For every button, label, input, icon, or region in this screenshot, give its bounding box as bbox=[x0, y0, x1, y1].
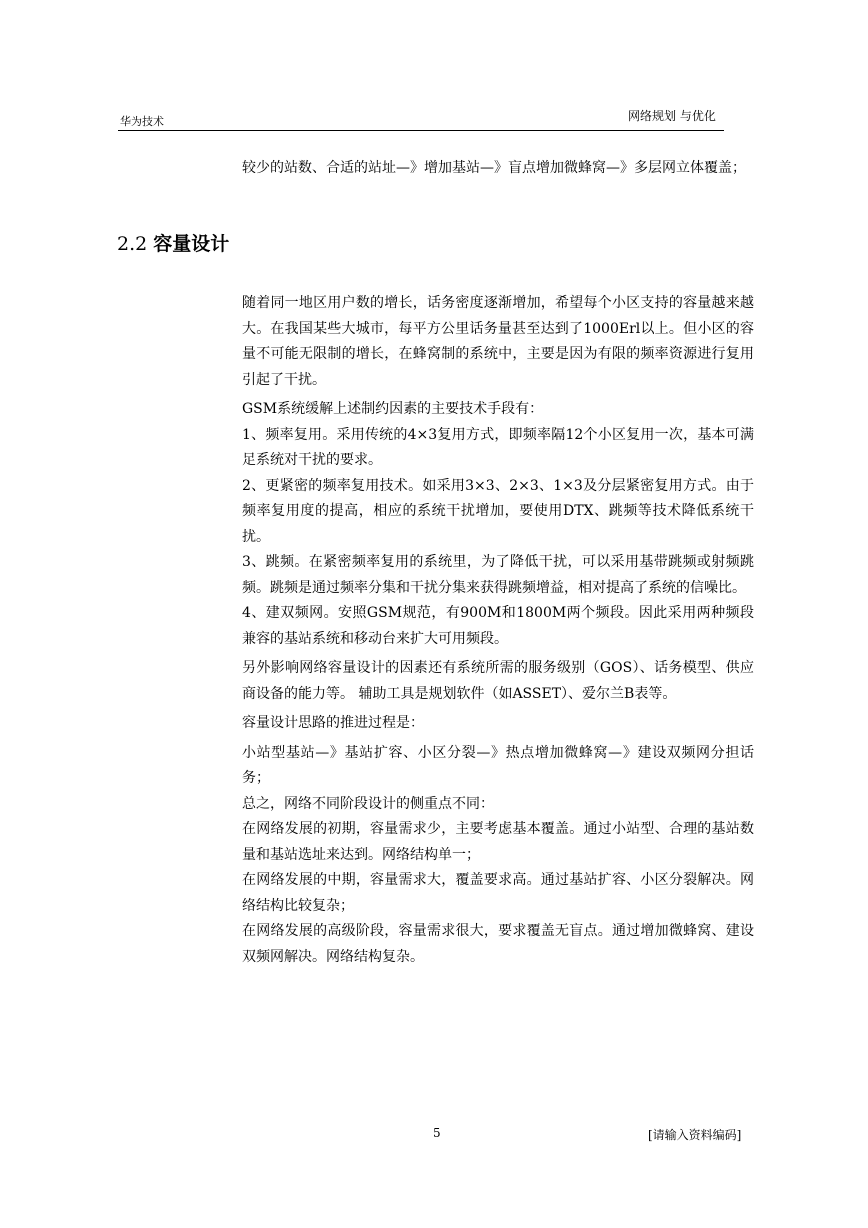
intro-paragraph: 较少的站数、合适的站址—》增加基站—》盲点增加微蜂窝—》多层网立体覆盖； bbox=[242, 160, 746, 176]
page-number: 5 bbox=[433, 1126, 441, 1140]
section-title: 容量设计 bbox=[153, 233, 230, 255]
doc-code: [请输入资料编码] bbox=[648, 1128, 742, 1142]
paragraph: GSM系统缓解上述制约因素的主要技术手段有： bbox=[242, 401, 544, 417]
body-text bbox=[242, 291, 754, 970]
paragraph: 在网络发展的高级阶段，容量需求很大，要求覆盖无盲点。通过增加微蜂窝、建设双频网解决。网络结构复杂。 bbox=[242, 923, 754, 965]
section-heading bbox=[117, 231, 229, 257]
intro-block bbox=[242, 156, 754, 182]
header-company: 华为技术 bbox=[120, 115, 164, 128]
list-item: 3、跳频。在紧密频率复用的系统里，为了降低干扰，可以采用基带跳频或射频跳频。跳频是通过频率分集和干扰分集来获得跳频增益，相对提高了系统的信噪比。 bbox=[242, 554, 754, 596]
section-number: 2.2 bbox=[117, 233, 148, 255]
paragraph: 小站型基站—》基站扩容、小区分裂—》热点增加微蜂窝—》建设双频网分担话务； bbox=[242, 744, 754, 786]
list-item: 2、更紧密的频率复用技术。如采用3×3、2×3、1×3及分层紧密复用方式。由于频率复用度的提高，相应的系统干扰增加，要使用DTX、跳频等技术降低系统干扰。 bbox=[242, 477, 754, 545]
list-item: 1、频率复用。采用传统的4×3复用方式，即频率隔12个小区复用一次，基本可满足系统对干扰的要求。 bbox=[242, 426, 754, 468]
list-item: 4、建双频网。安照GSM规范，有900M和1800M两个频段。因此采用两种频段兼容的基站系统和移动台来扩大可用频段。 bbox=[242, 605, 754, 647]
header-divider bbox=[118, 130, 724, 131]
paragraph: 随着同一地区用户数的增长，话务密度逐渐增加，希望每个小区支持的容量越来越大。在我国某些大城市，每平方公里话务量甚至达到了1000Erl以上。但小区的容量不可能无限制的增长，在蜂窝制的系统中，主要是因为有限的频率资源进行复用引起了干扰。 bbox=[242, 295, 754, 388]
paragraph: 另外影响网络容量设计的因素还有系统所需的服务级别（GOS）、话务模型、供应商设备的能力等。 辅助工具是规划软件（如ASSET）、爱尔兰B表等。 bbox=[242, 660, 754, 702]
paragraph: 总之，网络不同阶段设计的侧重点不同： bbox=[242, 795, 494, 812]
header-title: 网络规划 与优化 bbox=[628, 109, 716, 123]
paragraph: 在网络发展的初期，容量需求少，主要考虑基本覆盖。通过小站型、合理的基站数量和基站选址来达到。网络结构单一； bbox=[242, 821, 754, 863]
paragraph: 在网络发展的中期，容量需求大，覆盖要求高。通过基站扩容、小区分裂解决。网络结构比较复杂； bbox=[242, 872, 754, 914]
paragraph: 容量设计思路的推进过程是： bbox=[242, 715, 424, 731]
